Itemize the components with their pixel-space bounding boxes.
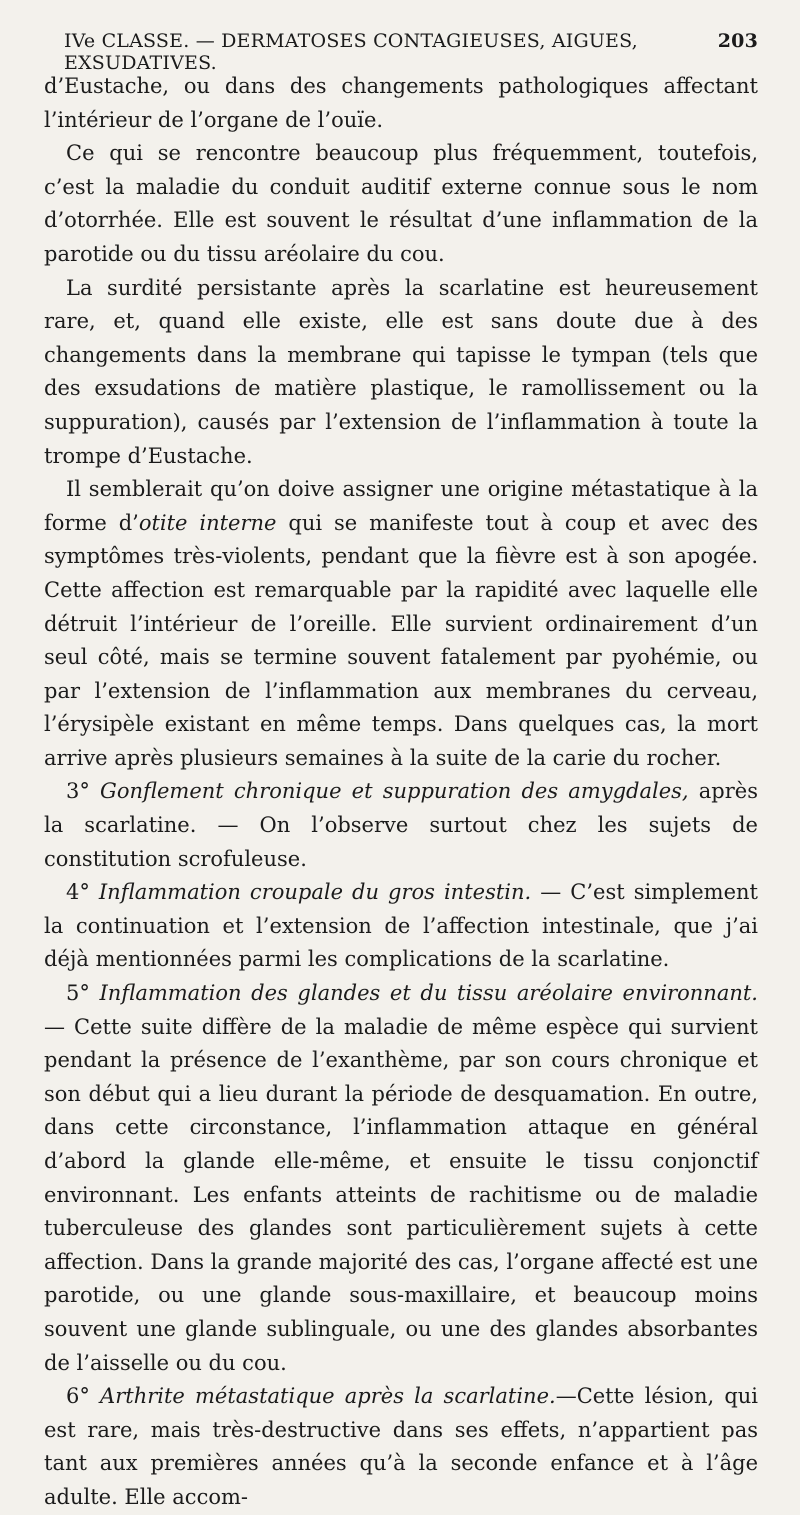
item-heading-6: Arthrite métastatique après la scarlatine. bbox=[100, 1384, 556, 1409]
emphasis-otite-interne: otite interne bbox=[138, 510, 277, 535]
item-heading-5: Inflammation des glandes et du tissu aréolaire environnant. bbox=[99, 981, 758, 1006]
paragraph-item-4: 4° Inflammation croupale du gros intestin. — C’est simplement la continuation et l’extension de l’affection intestinale, que j’ai déjà mentionnées parmi les complications de la scarlatine. bbox=[44, 880, 758, 972]
page-number: 203 bbox=[717, 30, 758, 52]
paragraph-4: Il semblerait qu’on doive assigner une origine métastatique à la forme d’otite interne qui se manifeste tout à coup et avec des symptômes très-violents, pendant que la fièvre est à son apogée. Cette affection est remarquable par la rapidité avec laquelle elle détruit l’intérieur de l’oreille. Elle survient ordinairement d’un seul côté, mais se termine souvent fatalement par pyohémie, ou par l’extension de l’inflammation aux membranes du cerveau, l’érysipèle existant en même temps. Dans quelques cas, la mort arrive après plusieurs semaines à la suite de la carie du rocher. bbox=[44, 477, 758, 770]
paragraph-item-3: 3° Gonflement chronique et suppuration des amygdales, après la scarlatine. — On l’observe surtout chez les sujets de constitution scrofuleuse. bbox=[44, 779, 758, 871]
running-title: IVe CLASSE. — DERMATOSES CONTAGIEUSES, AIGUES, EXSUDATIVES. bbox=[64, 30, 638, 74]
paragraph-3: La surdité persistante après la scarlatine est heureusement rare, et, quand elle existe, elle est sans doute due à des changements dans la membrane qui tapisse le tympan (tels que des exsudations de matière plastique, le ramollissement ou la suppuration), causés par l’extension de l’inflammation à toute la trompe d’Eustache. bbox=[44, 275, 758, 468]
paragraph-item-5: 5° Inflammation des glandes et du tissu aréolaire environnant. — Cette suite diffère de la maladie de même espèce qui survient pendant la présence de l’exanthème, par son cours chronique et son début qui a lieu durant la période de desquamation. En outre, dans cette circonstance, l’inflammation attaque en général d’abord la glande elle-même, et ensuite le tissu conjonctif environnant. Les enfants atteints de rachitisme ou de maladie tuberculeuse des glandes sont particulièrement sujets à cette affection. Dans la grande majorité des cas, l’organe affecté est une parotide, ou une glande sous-maxillaire, et beaucoup moins souvent une glande sublinguale, ou une des glandes absorbantes de l’aisselle ou du cou. bbox=[44, 981, 758, 1375]
paragraph-1: d’Eustache, ou dans des changements pathologiques affectant l’intérieur de l’organe de l’ouïe. bbox=[44, 74, 758, 132]
item-heading-4: Inflammation croupale du gros intestin. bbox=[98, 880, 532, 905]
running-header bbox=[64, 30, 758, 74]
item-heading-3: Gonflement chronique et suppuration des amygdales, bbox=[100, 779, 689, 804]
paragraph-item-6: 6° Arthrite métastatique après la scarlatine.—Cette lésion, qui est rare, mais très-destructive dans ses effets, n’appartient pas tant aux premières années qu’à la seconde enfance et à l’âge adulte. Elle accom- bbox=[44, 1384, 758, 1509]
paragraph-2: Ce qui se rencontre beaucoup plus fréquemment, toutefois, c’est la maladie du conduit auditif externe connue sous le nom d’otorrhée. Elle est souvent le résultat d’une inflammation de la parotide ou du tissu aréolaire du cou. bbox=[44, 141, 758, 266]
